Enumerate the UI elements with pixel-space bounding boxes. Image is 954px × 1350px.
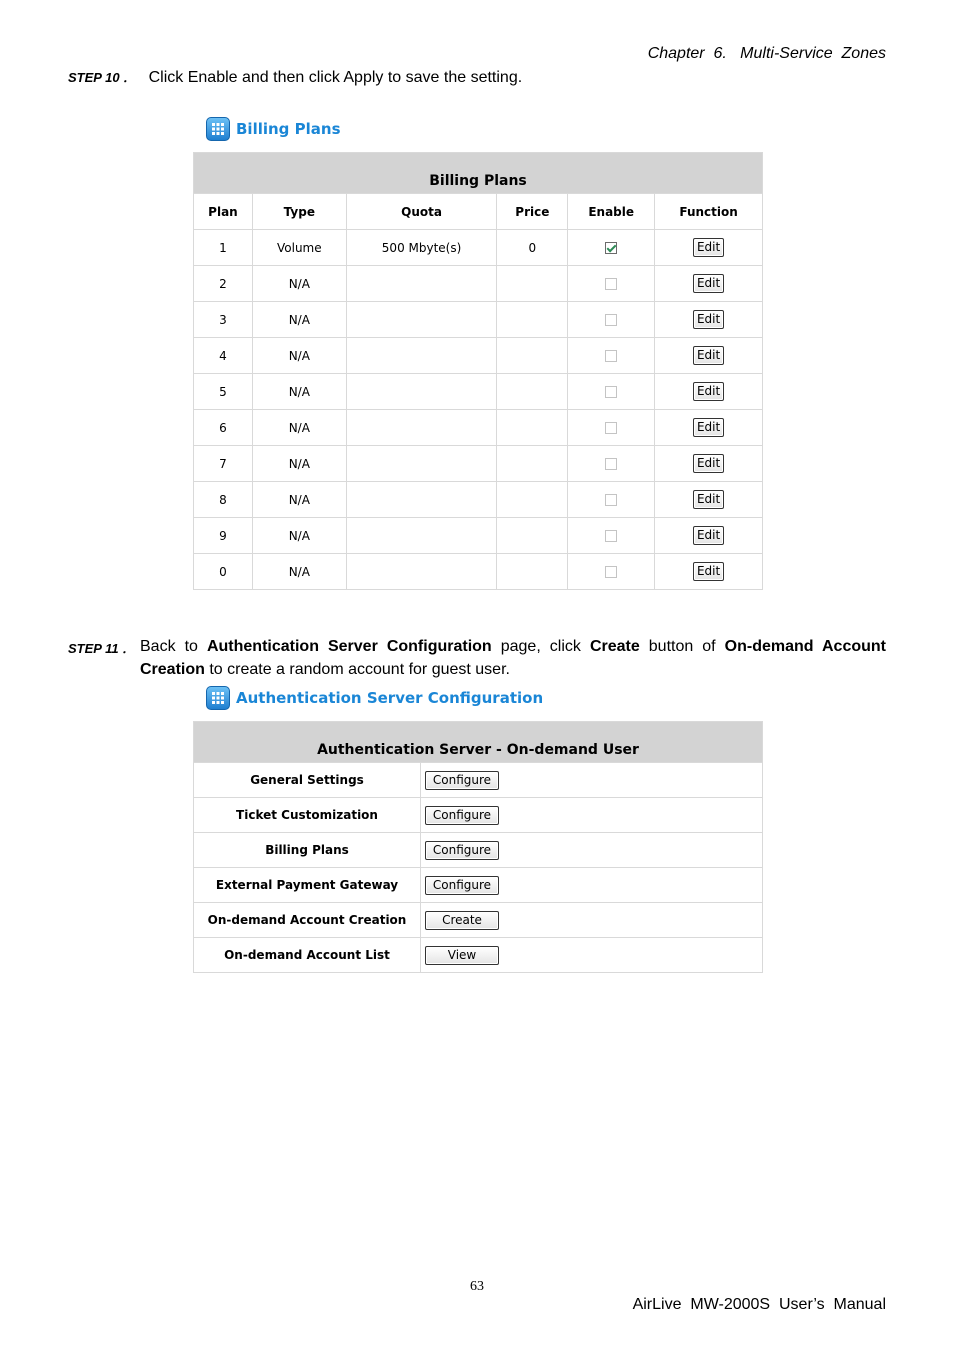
billing-plan-row: [194, 410, 763, 446]
enable-checkbox[interactable]: [605, 530, 617, 542]
type-cell: N/A: [252, 446, 346, 482]
auth-setting-row: [194, 763, 763, 798]
auth-setting-action-cell: [421, 763, 763, 798]
type-cell: N/A: [252, 518, 346, 554]
step-11-text-2: page, click: [491, 638, 590, 655]
auth-setting-label: On-demand Account Creation: [194, 903, 421, 938]
quota-cell: [346, 338, 497, 374]
type-cell: N/A: [252, 482, 346, 518]
auth-setting-row: [194, 833, 763, 868]
plan-cell: 5: [194, 374, 253, 410]
auth-setting-action-cell: [421, 903, 763, 938]
type-cell: N/A: [252, 266, 346, 302]
type-cell: N/A: [252, 302, 346, 338]
auth-table-title: Authentication Server - On-demand User: [194, 722, 763, 763]
auth-server-table: [193, 721, 763, 973]
manual-footer: AirLive MW-2000S User’s Manual: [632, 1296, 886, 1313]
plan-cell: 6: [194, 410, 253, 446]
auth-section-title: [206, 686, 543, 710]
auth-section-title-text: Authentication Server Configuration: [236, 689, 544, 707]
quota-cell: [346, 446, 497, 482]
enable-cell: [568, 374, 655, 410]
function-cell: [655, 482, 763, 518]
step-11-text-4: to create a random account for guest user.: [204, 661, 510, 678]
auth-setting-label: External Payment Gateway: [194, 868, 421, 903]
auth-setting-label: Ticket Customization: [194, 798, 421, 833]
quota-cell: [346, 266, 497, 302]
create-button[interactable]: Create: [425, 911, 499, 930]
function-cell: [655, 374, 763, 410]
configure-button[interactable]: Configure: [425, 841, 499, 860]
step-11-bold-auth-config: Authentication Server Configuration: [206, 638, 492, 655]
column-header-type: Type: [252, 194, 346, 230]
edit-button[interactable]: Edit: [693, 526, 724, 545]
billing-plan-row: [194, 302, 763, 338]
price-cell: [497, 482, 568, 518]
edit-button[interactable]: Edit: [693, 310, 724, 329]
edit-button[interactable]: Edit: [693, 454, 724, 473]
edit-button[interactable]: Edit: [693, 238, 724, 257]
enable-cell: [568, 554, 655, 590]
plan-cell: 9: [194, 518, 253, 554]
edit-button[interactable]: Edit: [693, 562, 724, 581]
column-header-plan: Plan: [194, 194, 253, 230]
view-button[interactable]: View: [425, 946, 499, 965]
enable-cell: [568, 410, 655, 446]
price-cell: [497, 446, 568, 482]
billing-plans-table: [193, 152, 763, 590]
step-11-text-3: button of: [639, 638, 725, 655]
column-header-enable: Enable: [568, 194, 655, 230]
column-header-price: Price: [497, 194, 568, 230]
function-cell: [655, 410, 763, 446]
function-cell: [655, 446, 763, 482]
price-cell: [497, 374, 568, 410]
enable-cell: [568, 302, 655, 338]
enable-checkbox[interactable]: [605, 350, 617, 362]
enable-checkbox[interactable]: [605, 494, 617, 506]
edit-button[interactable]: Edit: [693, 346, 724, 365]
grid-app-icon: [206, 117, 230, 141]
enable-checkbox[interactable]: [605, 458, 617, 470]
auth-setting-label: Billing Plans: [194, 833, 421, 868]
edit-button[interactable]: Edit: [693, 382, 724, 401]
auth-setting-action-cell: [421, 938, 763, 973]
billing-plan-row: [194, 482, 763, 518]
page-number: 63: [470, 1279, 484, 1294]
billing-section-title: [206, 117, 341, 141]
step-11: [68, 635, 886, 681]
step-11-bold-account-creation: On-demand Account Creation: [140, 638, 886, 678]
enable-cell: [568, 230, 655, 266]
configure-button[interactable]: Configure: [425, 876, 499, 895]
billing-plan-row: [194, 446, 763, 482]
plan-cell: 4: [194, 338, 253, 374]
enable-cell: [568, 518, 655, 554]
step-11-bold-create: Create: [589, 638, 640, 655]
auth-setting-action-cell: [421, 868, 763, 903]
edit-button[interactable]: Edit: [693, 418, 724, 437]
auth-setting-row: [194, 903, 763, 938]
quota-cell: [346, 302, 497, 338]
enable-cell: [568, 266, 655, 302]
auth-setting-action-cell: [421, 833, 763, 868]
quota-cell: [346, 554, 497, 590]
billing-plan-row: [194, 266, 763, 302]
edit-button[interactable]: Edit: [693, 274, 724, 293]
configure-button[interactable]: Configure: [425, 771, 499, 790]
column-header-function: Function: [655, 194, 763, 230]
type-cell: N/A: [252, 338, 346, 374]
plan-cell: 1: [194, 230, 253, 266]
enable-checkbox[interactable]: [605, 566, 617, 578]
chapter-header: Chapter 6. Multi-Service Zones: [647, 45, 886, 62]
function-cell: [655, 266, 763, 302]
auth-setting-action-cell: [421, 798, 763, 833]
billing-plan-row: [194, 374, 763, 410]
price-cell: [497, 302, 568, 338]
step-10-text: Click Enable and then click Apply to save the setting.: [148, 69, 523, 86]
enable-checkbox[interactable]: [605, 278, 617, 290]
enable-checkbox[interactable]: [605, 422, 617, 434]
auth-setting-row: [194, 868, 763, 903]
quota-cell: 500 Mbyte(s): [346, 230, 497, 266]
quota-cell: [346, 518, 497, 554]
type-cell: N/A: [252, 554, 346, 590]
step-10-label: STEP 10 ．: [68, 70, 137, 85]
enable-cell: [568, 446, 655, 482]
enable-cell: [568, 482, 655, 518]
column-header-quota: Quota: [346, 194, 497, 230]
price-cell: [497, 518, 568, 554]
auth-setting-label: General Settings: [194, 763, 421, 798]
auth-setting-label: On-demand Account List: [194, 938, 421, 973]
billing-plan-row: [194, 230, 763, 266]
function-cell: [655, 230, 763, 266]
function-cell: [655, 302, 763, 338]
quota-cell: [346, 410, 497, 446]
grid-app-icon: [206, 686, 230, 710]
auth-setting-row: [194, 798, 763, 833]
type-cell: N/A: [252, 410, 346, 446]
step-11-text: Back to: [140, 638, 207, 655]
billing-plan-row: [194, 554, 763, 590]
billing-table-title: Billing Plans: [194, 153, 763, 194]
auth-setting-row: [194, 938, 763, 973]
price-cell: [497, 266, 568, 302]
plan-cell: 3: [194, 302, 253, 338]
enable-cell: [568, 338, 655, 374]
quota-cell: [346, 374, 497, 410]
quota-cell: [346, 482, 497, 518]
type-cell: Volume: [252, 230, 346, 266]
enable-checkbox[interactable]: [605, 314, 617, 326]
billing-section-title-text: Billing Plans: [236, 120, 341, 138]
step-10: [68, 67, 522, 87]
price-cell: [497, 338, 568, 374]
billing-plan-row: [194, 338, 763, 374]
enable-checkbox[interactable]: [605, 242, 617, 254]
plan-cell: 7: [194, 446, 253, 482]
plan-cell: 2: [194, 266, 253, 302]
step-11-label: STEP 11 ．: [68, 641, 136, 656]
function-cell: [655, 554, 763, 590]
plan-cell: 0: [194, 554, 253, 590]
plan-cell: 8: [194, 482, 253, 518]
price-cell: 0: [497, 230, 568, 266]
billing-plan-row: [194, 518, 763, 554]
enable-checkbox[interactable]: [605, 386, 617, 398]
price-cell: [497, 554, 568, 590]
type-cell: N/A: [252, 374, 346, 410]
edit-button[interactable]: Edit: [693, 490, 724, 509]
price-cell: [497, 410, 568, 446]
function-cell: [655, 518, 763, 554]
configure-button[interactable]: Configure: [425, 806, 499, 825]
function-cell: [655, 338, 763, 374]
